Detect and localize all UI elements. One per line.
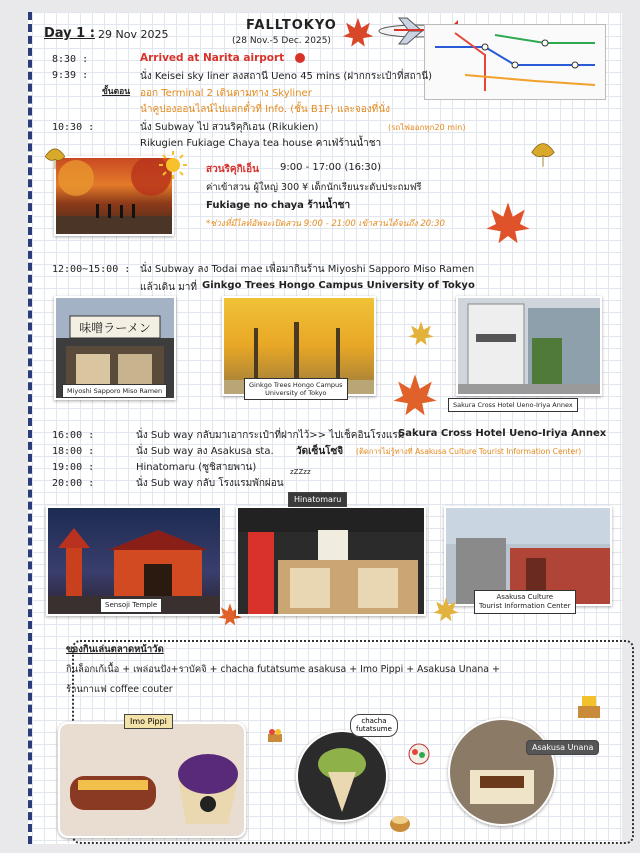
snacks-list-line1: กินล็อกเก้เนื้อ + เพล่อนปัง+ราบัคจิ + chacha futatsume asakusa + Imo Pippi + Asakusa Unana + <box>66 664 500 675</box>
chacha-tag <box>350 714 398 737</box>
imo-pippi-tag: Imo Pippi <box>124 714 173 729</box>
asakusa-unana-tag: Asakusa Unana <box>526 740 599 755</box>
time-1200: 12:00~15:00 : <box>52 264 131 275</box>
ginkgo-destination: Ginkgo Trees Hongo Campus University of Tokyo <box>202 280 475 291</box>
time-1900: 19:00 : <box>52 462 95 473</box>
sensoji-label: วัดเซ็นโซจิ <box>296 446 344 457</box>
chacha-tag-line1: chacha <box>361 717 387 725</box>
maple-leaf-icon <box>340 16 376 50</box>
ginkgo-caption-line2: University of Tokyo <box>265 389 327 398</box>
day-label: Day 1 : <box>44 26 95 41</box>
maple-leaf-icon <box>390 372 440 420</box>
rikugien-title: สวนริคุกิเอ็น <box>206 164 259 175</box>
sensoji-caption: Sensoji Temple <box>100 598 162 613</box>
time-2000: 20:00 : <box>52 478 95 489</box>
time-0830: 8:30 : <box>52 54 89 65</box>
rikugien-photo <box>54 156 174 236</box>
taiyaki-shop-icon <box>574 692 604 722</box>
asakusa-caption-line1: Asakusa Culture <box>496 593 554 601</box>
maple-leaf-icon <box>406 320 436 348</box>
time-0939: 9:39 : <box>52 70 89 81</box>
miyoshi-caption: Miyoshi Sapporo Miso Ramen <box>62 384 167 398</box>
ginkgo-caption-line1: Ginkgo Trees Hongo Campus <box>249 381 343 389</box>
asakusa-text: นั่ง Sub way ลง Asakusa sta. <box>136 446 274 457</box>
asakusa-caption-line2: Tourist Information Center <box>479 601 571 610</box>
rikugien-fee: ค่าเข้าสวน ผู้ใหญ่ 300 ¥ เด็กนักเรียนระดับประถมฟรี <box>206 182 422 193</box>
rikugien-cafe: Fukiage no chaya ร้านน้ำชา <box>206 200 351 211</box>
skyliner-text: นั่ง Keisei sky liner ลงสถานี Ueno 45 mins (ฝากกระเป๋าที่สถานี) <box>140 71 433 82</box>
maple-leaf-icon <box>432 596 460 624</box>
step-1: ออก Terminal 2 เดินตามทาง Skyliner <box>140 88 312 99</box>
rikugien-hours: 9:00 - 17:00 (16:30) <box>280 162 382 173</box>
sun-icon <box>158 150 188 180</box>
rikugien-subway-text: นั่ง Subway ไป สวนริคุกิเอน (Rikukien) <box>140 122 319 133</box>
time-1800: 18:00 : <box>52 446 95 457</box>
steps-label: ขั้นตอน <box>102 87 131 97</box>
trip-date: 29 Nov 2025 <box>98 28 169 41</box>
hotel-caption: Sakura Cross Hotel Ueno-Iriya Annex <box>448 398 578 412</box>
japan-flag-icon <box>294 52 306 64</box>
time-1600: 16:00 : <box>52 430 95 441</box>
sweet-potato-icon <box>388 810 412 834</box>
rikugien-lightup-note: *ช่วงที่มีไลท์อัพจะเปิดสวน 9:00 - 21:00 เข้าสวนได้จนถึง 20:30 <box>206 219 445 229</box>
arrival-text: Arrived at Narita airport <box>140 52 285 64</box>
time-1030: 10:30 : <box>52 122 95 133</box>
train-frequency-note: (รถไฟออกทุก20 min) <box>388 123 466 132</box>
checkin-text: นั่ง Sub way กลับมาเอากระเป๋าที่ฝากไว้>> ไปเช็คอินโรงแรม <box>136 430 405 441</box>
asakusa-info-note: (ติดการไม่รู้ทางที่ Asakusa Culture Tourist Information Center) <box>356 447 582 456</box>
trip-dates: (28 Nov.-5 Dec. 2025) <box>232 36 331 46</box>
walk-text: แล้วเดิน มาที่ <box>140 282 197 293</box>
svg-text:味噌ラーメン: 味噌ラーメン <box>79 321 151 335</box>
hinatomaru-caption: Hinatomaru <box>288 492 347 507</box>
ginkgo-leaf-icon <box>40 144 70 172</box>
sakura-hotel-photo <box>456 296 602 396</box>
dango-icon <box>264 724 286 746</box>
ginkgo-leaf-icon <box>526 138 560 170</box>
hinatomaru-text: Hinatomaru (ซูชิสายพาน) <box>136 462 257 473</box>
imo-pippi-photo <box>58 722 246 838</box>
rikugien-cafe-text: Rikugien Fukiage Chaya tea house คาเฟ่ร้านน้ำชา <box>140 138 382 149</box>
maple-leaf-icon <box>482 200 534 248</box>
asakusa-unana-photo <box>448 718 556 826</box>
ginkgo-caption <box>244 378 348 400</box>
return-hotel-text: นั่ง Sub way กลับ โรงแรมพักผ่อน <box>136 478 284 489</box>
trip-title: FALLTOKYO <box>246 18 337 33</box>
hotel-name: Sakura Cross Hotel Ueno-Iriya Annex <box>398 428 607 439</box>
snacks-list-line2: ร้านกาแฟ coffee couter <box>66 684 173 695</box>
hinatomaru-photo <box>236 506 426 616</box>
sleep-zz: zZZzz <box>290 468 311 476</box>
ramen-text: นั่ง Subway ลง Todai mae เพื่อมากินร้าน Miyoshi Sapporo Miso Ramen <box>140 264 475 275</box>
food-bowl-icon <box>406 742 432 766</box>
snacks-heading: ของกินเล่นตลาดหน้าวัด <box>66 644 164 655</box>
chacha-tag-line2: futatsume <box>356 725 392 734</box>
asakusa-culture-caption <box>474 590 576 614</box>
chacha-futatsume-photo <box>296 730 388 822</box>
step-2: นำคูปองออนไลน์ไปแลกตั๋วที่ Info. (ชั้น B1F) และจองที่นั่ง <box>140 104 390 115</box>
subway-route-map <box>424 24 606 100</box>
itinerary-page <box>28 12 622 844</box>
